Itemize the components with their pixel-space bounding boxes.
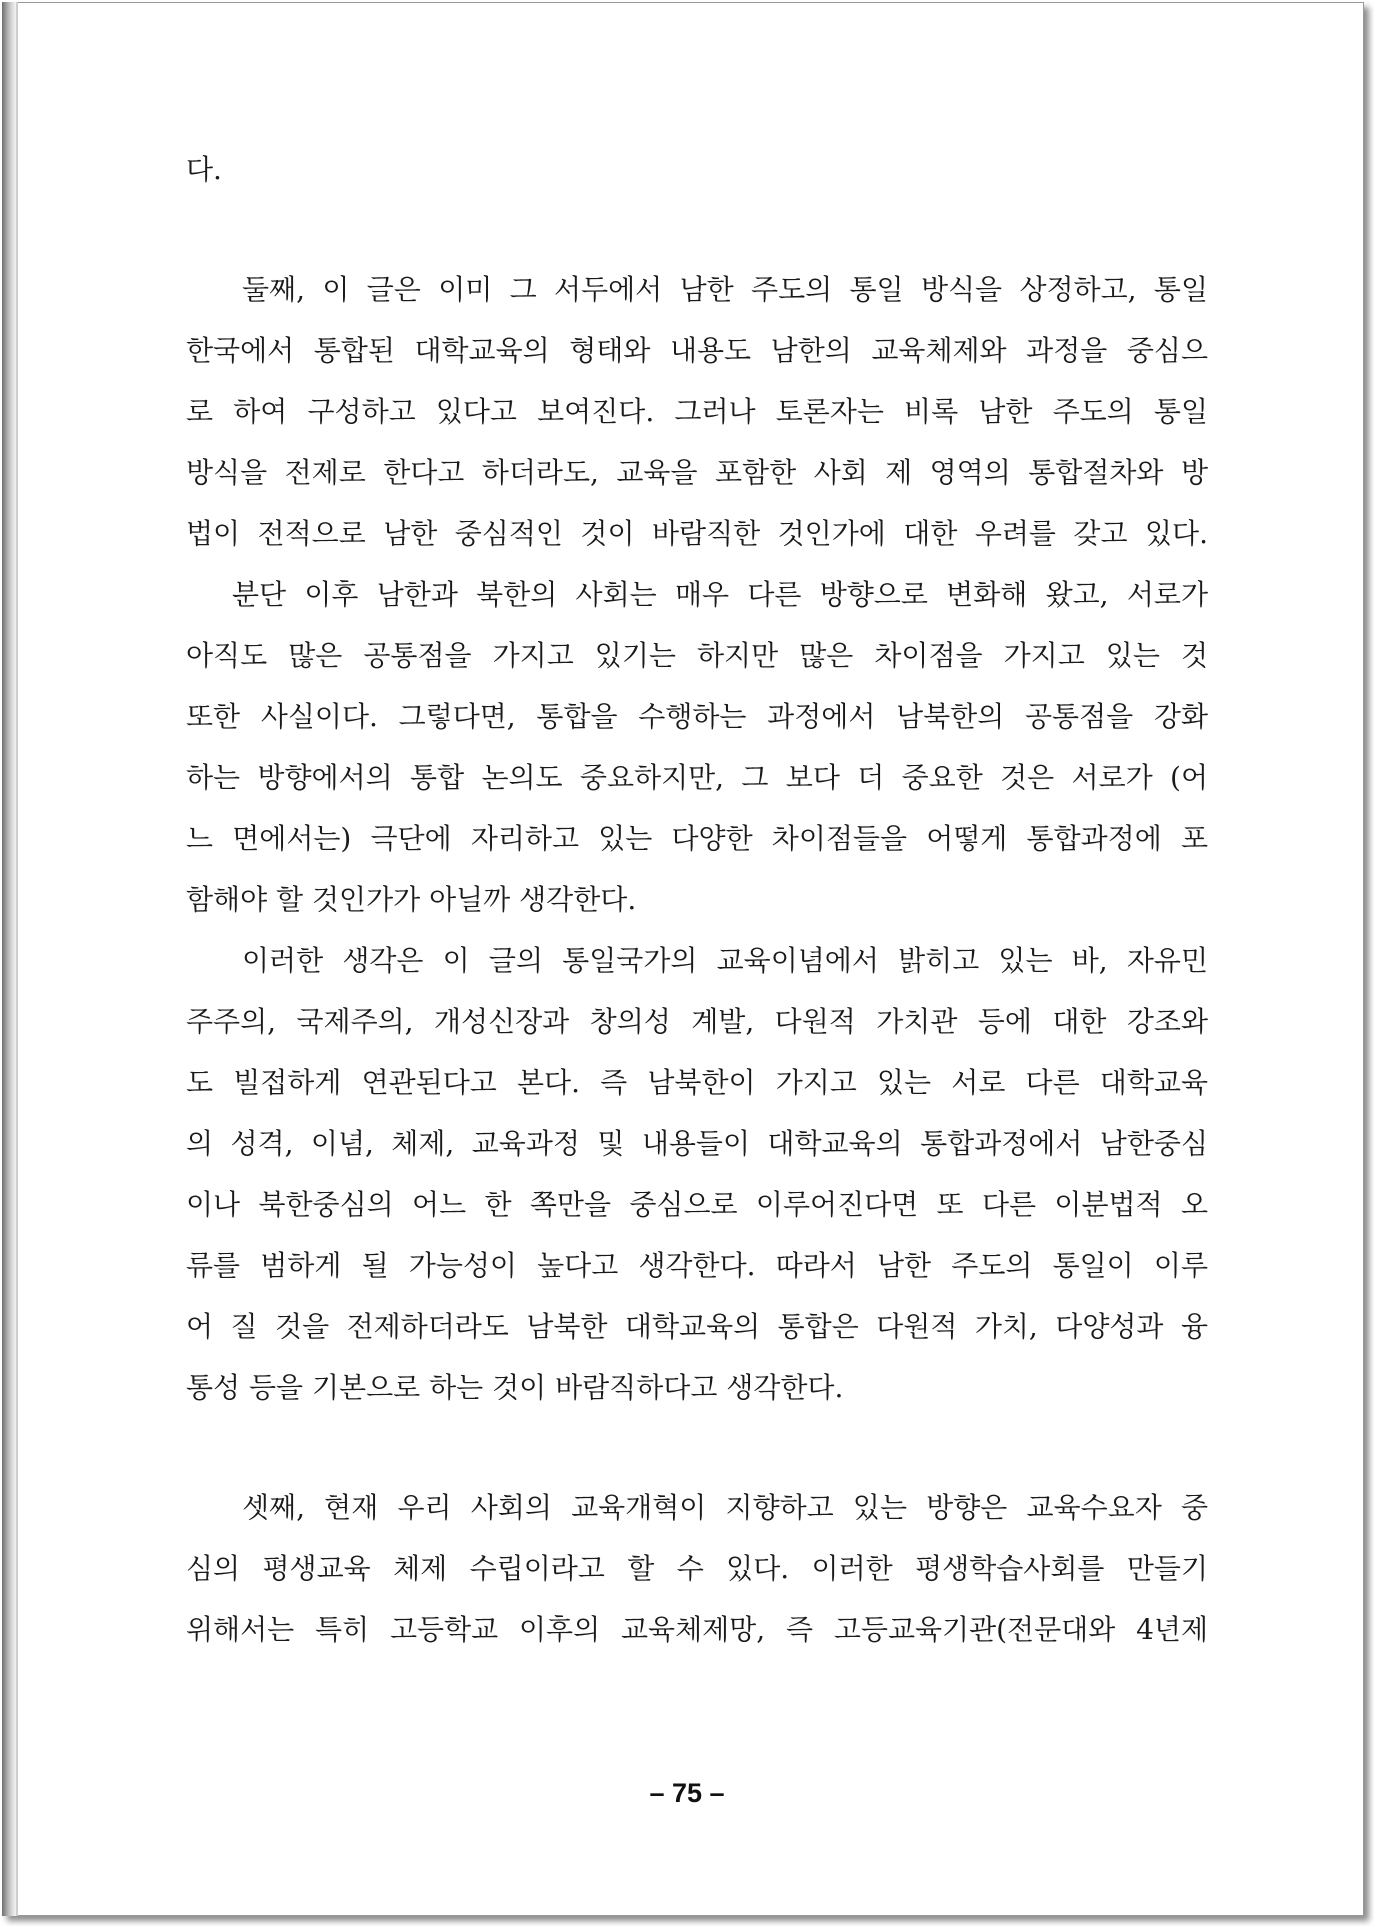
page-binding-shadow [2,2,16,1916]
text-line: 이나 북한중심의 어느 한 쪽만을 중심으로 이루어진다면 또 다른 이분법적 오 [186,1188,1208,1221]
text-line: 아직도 많은 공통점을 가지고 있기는 하지만 많은 차이점을 가지고 있는 것 [186,639,1208,672]
text-line: 도 빌접하게 연관된다고 본다. 즉 남북한이 가지고 있는 서로 다른 대학교육 [186,1066,1208,1099]
text-line: 한국에서 통합된 대학교육의 형태와 내용도 남한의 교육체제와 과정을 중심으 [186,334,1208,367]
text-line: 어 질 것을 전제하더라도 남북한 대학교육의 통합은 다원적 가치, 다양성과 융 [186,1310,1208,1343]
text-line: 느 면에서는) 극단에 자리하고 있는 다양한 차이점들을 어떻게 통합과정에 포 [186,822,1208,855]
text-line: 주주의, 국제주의, 개성신장과 창의성 계발, 다원적 가치관 등에 대한 강조와 [186,1005,1208,1038]
text-line: 의 성격, 이념, 체제, 교육과정 및 내용들이 대학교육의 통합과정에서 남한중심 [186,1127,1208,1160]
text-line: 분단 이후 남한과 북한의 사회는 매우 다른 방향으로 변화해 왔고, 서로가 [232,578,1208,611]
text-line: 함해야 할 것인가가 아닐까 생각한다. [186,883,637,916]
text-line: 셋째, 현재 우리 사회의 교육개혁이 지향하고 있는 방향은 교육수요자 중 [242,1491,1208,1524]
text-line: 둘째, 이 글은 이미 그 서두에서 남한 주도의 통일 방식을 상정하고, 통일 [242,273,1208,306]
text-line: 위해서는 특히 고등학교 이후의 교육체제망, 즉 고등교육기관(전문대와 4년제 [186,1613,1208,1646]
text-line: 또한 사실이다. 그렇다면, 통합을 수행하는 과정에서 남북한의 공통점을 강화 [186,700,1208,733]
text-line: 이러한 생각은 이 글의 통일국가의 교육이념에서 밝히고 있는 바, 자유민 [242,944,1208,977]
text-line: 다. [186,153,222,186]
text-line: 통성 등을 기본으로 하는 것이 바람직하다고 생각한다. [186,1371,844,1404]
text-line: 심의 평생교육 체제 수립이라고 할 수 있다. 이러한 평생학습사회를 만들기 [186,1552,1208,1585]
text-line: 방식을 전제로 한다고 하더라도, 교육을 포함한 사회 제 영역의 통합절차와 방 [186,456,1208,489]
text-line: 로 하여 구성하고 있다고 보여진다. 그러나 토론자는 비록 남한 주도의 통일 [186,395,1208,428]
text-line: 류를 범하게 될 가능성이 높다고 생각한다. 따라서 남한 주도의 통일이 이루 [186,1249,1208,1282]
page-number: – 75 – [649,1778,725,1808]
text-line: 하는 방향에서의 통합 논의도 중요하지만, 그 보다 더 중요한 것은 서로가 (어 [186,761,1208,794]
text-line: 법이 전적으로 남한 중심적인 것이 바람직한 것인가에 대한 우려를 갖고 있다. [186,517,1208,550]
page-binding-edge [16,2,18,1916]
